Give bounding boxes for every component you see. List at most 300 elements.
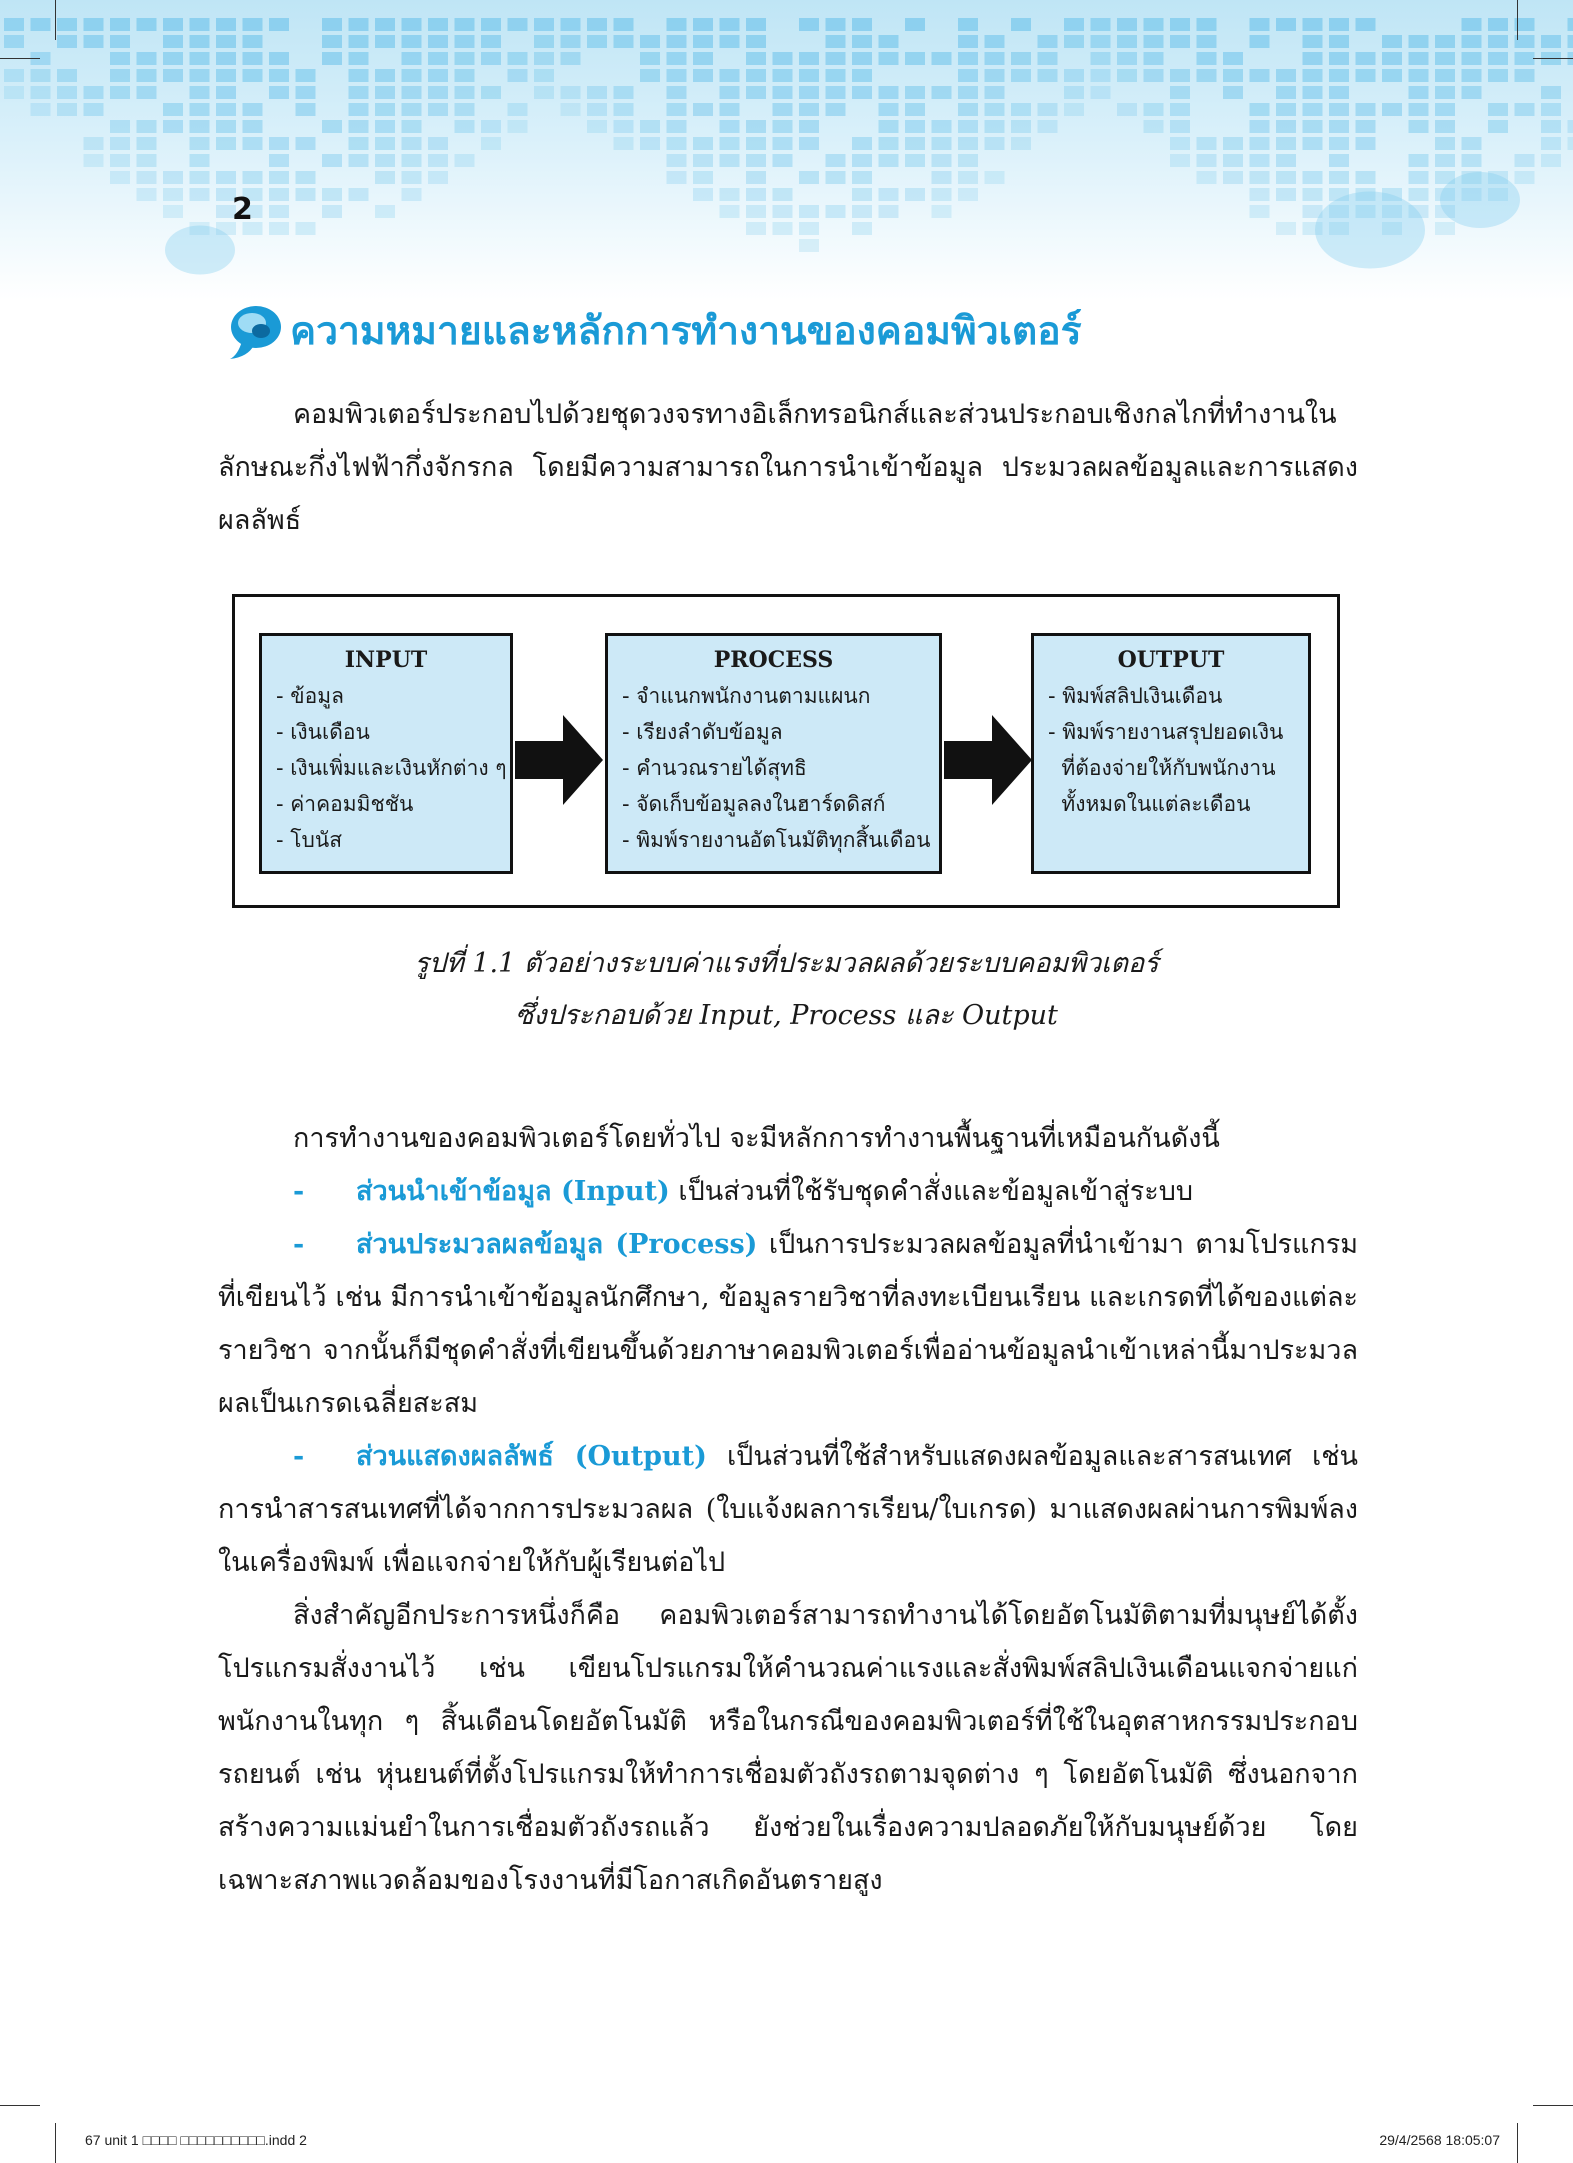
header-tile [84,137,104,150]
header-tile [1409,52,1429,65]
header-tile [84,86,104,99]
header-tile [1011,137,1031,150]
header-tile [1435,103,1455,116]
header-tile [1409,69,1429,82]
crop-mark [1533,2105,1573,2106]
input-item: - เงินเดือน [276,720,370,744]
header-tile [826,18,846,31]
header-tile [1488,18,1508,31]
header-tile [428,154,448,167]
header-tile [640,52,660,65]
header-tile [1303,103,1323,116]
header-tile [879,52,899,65]
header-tile [667,171,687,184]
header-tile [508,103,528,116]
header-tile [720,137,740,150]
header-tile [243,137,263,150]
output-item: - พิมพ์สลิปเงินเดือน [1048,684,1223,708]
process-box-title: PROCESS [713,647,834,673]
input-item: - เงินเพิ่มและเงินหักต่าง ๆ [276,756,507,780]
header-tile [1144,18,1164,31]
header-tile [402,18,422,31]
header-tile [1435,222,1455,235]
header-tile [508,52,528,65]
header-tile [932,137,952,150]
header-tile [296,103,316,116]
header-tile [1382,103,1402,116]
header-tile [667,120,687,133]
header-tile [799,52,819,65]
header-tile [985,69,1005,82]
header-tile [1409,35,1429,48]
header-tile [1356,69,1376,82]
header-tile [905,120,925,133]
header-tile [296,86,316,99]
header-tile [746,171,766,184]
header-tile [1541,86,1561,99]
input-paragraph [218,1165,1358,1218]
header-tile [1409,120,1429,133]
header-tile [1170,35,1190,48]
header-tile [1011,52,1031,65]
header-tile [31,69,51,82]
process-description: เป็นการประมวลผลข้อมูลที่นำเข้ามา ตามโปรแกรมที่เขียนไว้ เช่น มีการนำเข้าข้อมูลนักศึกษา, ข้อมูลรายวิชาที่ลงทะเบียนเรียน และเกรดที่ได้ของแต่ละรายวิชา จากนั้นก็มีชุดคำสั่งที่เขียนขึ้นด้วยภาษาคอมพิวเตอร์เพื่ออ่านข้อมูลนำเข้าเหล่านี้มาประมวลผลเป็นเกรดเฉลี่ยสะสม [218,1229,1359,1419]
header-tile [799,239,819,252]
header-tile [190,35,210,48]
header-tile [879,188,899,201]
header-tile [667,35,687,48]
header-tile [349,154,369,167]
header-tile [958,69,978,82]
header-tile [296,188,316,201]
output-paragraph [218,1430,1358,1589]
header-tile [1064,69,1084,82]
header-tile [110,86,130,99]
output-item: ทั้งหมดในแต่ละเดือน [1048,792,1251,816]
header-tile [57,69,77,82]
header-tile [1409,103,1429,116]
header-tile [31,18,51,31]
header-tile [163,188,183,201]
header-tile [1038,103,1058,116]
header-tile [1488,52,1508,65]
header-tile [773,137,793,150]
header-tile [1011,18,1031,31]
header-tile [799,86,819,99]
header-tile [190,171,210,184]
header-tile [322,205,342,218]
header-tile [1144,69,1164,82]
output-description: เป็นส่วนที่ใช้สำหรับแสดงผลข้อมูลและสารสนเทศ เช่น การนำสารสนเทศที่ได้จากการประมวลผล (ใบแจ้งผลการเรียน/ใบเกรด) มาแสดงผลผ่านการพิมพ์ลงในเครื่องพิมพ์ เพื่อแจกจ่ายให้กับผู้เรียนต่อไป [218,1441,1358,1578]
header-tile [1462,69,1482,82]
header-tile [1276,86,1296,99]
header-tile [1303,35,1323,48]
header-tile [216,171,236,184]
header-tile [269,205,289,218]
header-tile [534,35,554,48]
header-tile [84,103,104,116]
header-tile [163,52,183,65]
header-tile [1144,35,1164,48]
header-tile [746,222,766,235]
header-tile [932,86,952,99]
header-tile [481,120,501,133]
header-tile [163,35,183,48]
header-tile [110,35,130,48]
header-tile [826,69,846,82]
header-tile [958,103,978,116]
process-paragraph [218,1218,1358,1430]
process-item: - คำนวณรายได้สุทธิ [622,756,807,780]
header-tile [110,154,130,167]
header-tile [1276,103,1296,116]
header-tile [879,137,899,150]
header-tile [375,18,395,31]
header-tile [481,18,501,31]
header-tile [216,103,236,116]
speech-bubble-icon [228,301,284,361]
header-tile [190,86,210,99]
header-tile [1382,35,1402,48]
header-tile [402,137,422,150]
header-tile [1462,35,1482,48]
output-item: - พิมพ์รายงานสรุปยอดเงิน [1048,720,1284,744]
header-tile [243,171,263,184]
header-tile [1170,86,1190,99]
header-tile [1170,120,1190,133]
header-tile [1356,171,1376,184]
header-tile [216,120,236,133]
header-tile [852,69,872,82]
header-tile [1276,18,1296,31]
header-tile [137,171,157,184]
header-tile [1250,35,1270,48]
header-tile [1011,69,1031,82]
header-tile [481,35,501,48]
output-item: ที่ต้องจ่ายให้กับพนักงาน [1048,756,1276,780]
header-tile [322,120,342,133]
header-tile [269,222,289,235]
header-tile [137,86,157,99]
header-tile [905,103,925,116]
header-tile [455,35,475,48]
header-tile [1223,86,1243,99]
header-tile [84,18,104,31]
header-tile [852,171,872,184]
header-tile [190,18,210,31]
header-tile [243,18,263,31]
header-tile [958,154,978,167]
header-tile [1223,171,1243,184]
header-tile [1303,18,1323,31]
header-tile [1064,103,1084,116]
header-tile [31,86,51,99]
arrow-right-icon [515,715,603,805]
header-tile [243,120,263,133]
header-tile [296,222,316,235]
header-tile [428,18,448,31]
header-tile [1170,69,1190,82]
header-tile [296,137,316,150]
header-tile [375,154,395,167]
header-tile [561,52,581,65]
header-tile [1144,103,1164,116]
header-tile [455,86,475,99]
header-tile [534,18,554,31]
process-item: - จัดเก็บข้อมูลลงในฮาร์ดดิสก์ [622,792,886,816]
header-tile [1409,188,1429,201]
header-tile [1223,154,1243,167]
header-tile [1250,171,1270,184]
header-tile [693,35,713,48]
header-tile [693,103,713,116]
header-tile [534,86,554,99]
header-tile [932,52,952,65]
header-tile [879,86,899,99]
header-tile [932,205,952,218]
output-box [1031,633,1311,874]
header-tile [455,120,475,133]
header-tile [1382,52,1402,65]
header-tile [958,188,978,201]
input-description: เป็นส่วนที่ใช้รับชุดคำสั่งและข้อมูลเข้าสู่ระบบ [669,1176,1194,1207]
caption-line: รูปที่ 1.1 ตัวอย่างระบบค่าแรงที่ประมวลผลด้วยระบบคอมพิวเตอร์ [414,948,1159,979]
header-tile [720,205,740,218]
header-tile [1144,52,1164,65]
header-tile [958,18,978,31]
header-tile [587,86,607,99]
header-tile [1435,35,1455,48]
header-tile [216,18,236,31]
header-tile [110,120,130,133]
header-tile [57,86,77,99]
header-tile [640,35,660,48]
header-tile [1170,18,1190,31]
header-tile [746,35,766,48]
header-tile [1197,137,1217,150]
header-tile [296,171,316,184]
header-tile [1276,137,1296,150]
header-tile [720,103,740,116]
page-number: 2 [232,192,253,227]
header-tile [110,171,130,184]
header-tile [1329,120,1349,133]
header-tile [1197,35,1217,48]
header-tile [1515,69,1535,82]
header-tile [1303,137,1323,150]
crop-mark [1533,58,1573,59]
header-tile [4,35,24,48]
header-tile [1329,18,1349,31]
header-tile [1250,69,1270,82]
header-tile [163,103,183,116]
header-tile [534,52,554,65]
input-list [276,678,507,858]
header-tile [428,69,448,82]
header-tile [1515,52,1535,65]
header-tile [746,154,766,167]
header-tile [905,18,925,31]
header-tile [985,171,1005,184]
header-tile [773,154,793,167]
header-tile [1356,103,1376,116]
header-tile [1117,103,1137,116]
header-tile [1170,154,1190,167]
header-tile [985,103,1005,116]
header-tile [428,35,448,48]
header-tile [720,18,740,31]
header-tile [190,137,210,150]
header-tile [958,120,978,133]
input-box-title: INPUT [344,647,428,673]
header-tile [402,69,422,82]
header-tile [1117,35,1137,48]
header-tile [1276,171,1296,184]
header-tile [932,120,952,133]
header-tile [137,188,157,201]
header-tile [428,52,448,65]
header-tile [455,18,475,31]
header-tile [1409,154,1429,167]
header-tile [852,18,872,31]
header-tile [826,171,846,184]
header-tile [349,18,369,31]
bullet-dash: - [293,1229,305,1260]
header-tile [269,188,289,201]
header-tile [720,69,740,82]
header-tile [773,222,793,235]
crop-mark [55,0,56,40]
header-tile [428,103,448,116]
header-tile [163,69,183,82]
header-tile [1250,18,1270,31]
header-tile [799,103,819,116]
header-tile [455,154,475,167]
header-tile [57,18,77,31]
header-tile [799,222,819,235]
header-tile [985,35,1005,48]
input-term: ส่วนนำเข้าข้อมูล (Input) [356,1176,670,1207]
header-tile [693,69,713,82]
header-tile [110,52,130,65]
header-tile [1329,154,1349,167]
header-tile [375,205,395,218]
header-tile [481,86,501,99]
header-tile [826,205,846,218]
header-tile [640,137,660,150]
header-tile [508,18,528,31]
crop-mark [1517,0,1518,40]
header-tile [455,52,475,65]
header-tile [1568,18,1573,31]
header-tile [137,137,157,150]
header-tile [216,86,236,99]
header-tile [137,154,157,167]
header-tile [534,69,554,82]
header-tile [667,52,687,65]
header-tile [269,137,289,150]
header-tile [1488,69,1508,82]
crop-mark [0,2105,40,2106]
header-tile [1064,18,1084,31]
header-tile [1303,120,1323,133]
header-tile [799,205,819,218]
header-tile [1488,35,1508,48]
header-tile [455,69,475,82]
header-tile [799,120,819,133]
header-tile [667,69,687,82]
header-tile [110,18,130,31]
header-tile [667,86,687,99]
header-tile [561,103,581,116]
header-tile [84,35,104,48]
header-tile [243,35,263,48]
header-tile [1091,35,1111,48]
header-tile [296,69,316,82]
header-tile [746,52,766,65]
header-tile [349,137,369,150]
header-tile [1435,120,1455,133]
header-tile [1541,137,1561,150]
header-tile [1329,69,1349,82]
header-tile [1462,86,1482,99]
header-tile [1568,137,1573,150]
header-tile [561,86,581,99]
header-tile [190,120,210,133]
header-tile [1356,18,1376,31]
process-box [605,633,942,874]
header-tile [667,137,687,150]
header-tile [1382,69,1402,82]
process-item: - เรียงลำดับข้อมูล [622,720,783,744]
header-tile [773,86,793,99]
header-tile [190,154,210,167]
header-tile [1250,205,1270,218]
header-tile [1091,69,1111,82]
header-tile [958,35,978,48]
header-tile [402,52,422,65]
header-tile [1303,69,1323,82]
header-tile [1038,120,1058,133]
header-tile [587,35,607,48]
header-tile [1329,171,1349,184]
closing-paragraph: สิ่งสำคัญอีกประการหนึ่งก็คือ คอมพิวเตอร์สามารถทำงานได้โดยอัตโนมัติตามที่มนุษย์ได้ตั้งโปรแกรมสั่งงานไว้ เช่น เขียนโปรแกรมให้คำนวณค่าแรงและสั่งพิมพ์สลิปเงินเดือนแจกจ่ายแก่พนักงานในทุก ๆ สิ้นเดือนโดยอัตโนมัติ หรือในกรณีของคอมพิวเตอร์ที่ใช้ในอุตสาหกรรมประกอบรถยนต์ เช่น หุ่นยนต์ที่ตั้งโปรแกรมให้ทำการเชื่อมตัวถังรถตามจุดต่าง ๆ โดยอัตโนมัติ ซึ่งนอกจากสร้างความแม่นยำในการเชื่อมตัวถังรถแล้ว ยังช่วยในเรื่องความปลอดภัยให้กับมนุษย์ด้วย โดยเฉพาะสภาพแวดล้อมของโรงงานที่มีโอกาสเกิดอันตรายสูง [218,1600,1358,1896]
header-tile [1329,52,1349,65]
header-tile [1011,120,1031,133]
header-tile [322,52,342,65]
header-tile [1329,137,1349,150]
crop-mark [55,2123,56,2163]
header-tile [1223,137,1243,150]
header-tile [852,52,872,65]
section-title: ความหมายและหลักการทำงานของคอมพิวเตอร์ [290,308,1082,354]
header-tile [1091,18,1111,31]
process-list [622,678,931,858]
process-item: - พิมพ์รายงานอัตโนมัติทุกสิ้นเดือน [622,828,931,852]
header-tile [720,120,740,133]
header-tile [1541,35,1561,48]
header-tile [31,103,51,116]
header-tile [1197,154,1217,167]
header-tile [1409,171,1429,184]
header-tile [985,86,1005,99]
header-tile [1091,52,1111,65]
output-list [1048,678,1294,822]
header-tile [1038,69,1058,82]
header-tile [402,35,422,48]
header-tile [1250,120,1270,133]
header-tile [349,103,369,116]
